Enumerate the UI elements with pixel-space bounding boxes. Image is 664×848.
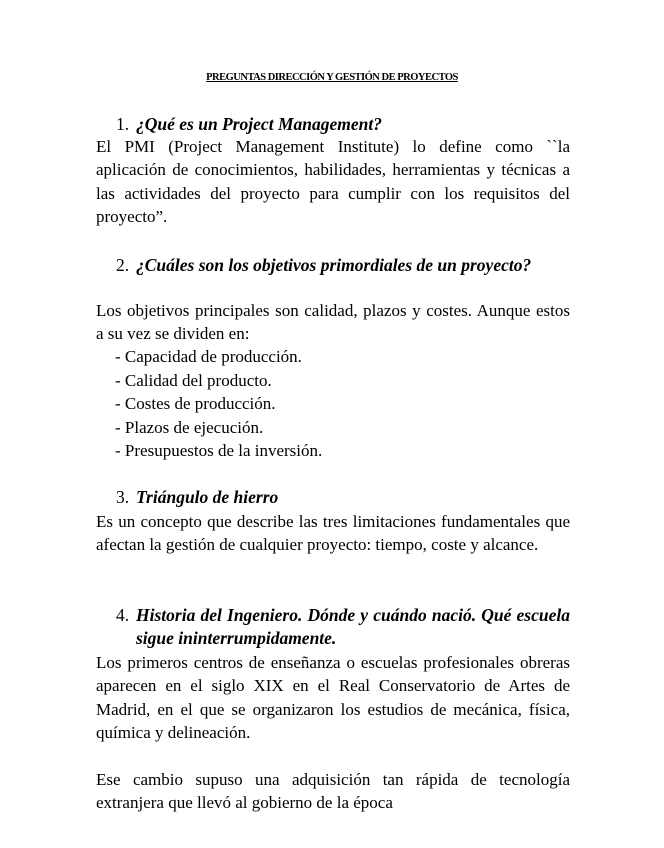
list-item: - Presupuestos de la inversión.	[115, 441, 323, 460]
section-1-title: ¿Qué es un Project Management?	[136, 114, 382, 134]
list-item: - Capacidad de producción.	[115, 347, 302, 366]
document-title: PREGUNTAS DIRECCIÓN Y GESTIÓN DE PROYECTOS	[206, 72, 458, 83]
section-4-paragraph-2: Ese cambio supuso una adquisición tan rápida de tecnología extranjera que llevó al gobierno de la época	[96, 770, 570, 813]
section-3-title: Triángulo de hierro	[136, 487, 279, 507]
section-3-number: 3.	[116, 487, 130, 507]
section-3-paragraph: Es un concepto que describe las tres limitaciones fundamentales que afectan la gestión de cualquier proyecto: tiempo, coste y alcance.	[96, 512, 570, 555]
section-1-heading	[116, 113, 570, 136]
list-item: - Plazos de ejecución.	[115, 417, 264, 437]
section-4-heading	[116, 604, 570, 650]
section-3-heading	[116, 486, 570, 509]
section-2-paragraph: Los objetivos principales son calidad, plazos y costes. Aunque estos a su vez se dividen en:	[96, 301, 570, 344]
list-item: - Costes de producción.	[115, 394, 276, 413]
section-1-number: 1.	[116, 114, 130, 134]
section-2-bullet-list	[115, 345, 555, 463]
section-2-number: 2.	[116, 255, 130, 275]
section-4-paragraph-1: Los primeros centros de enseñanza o escuelas profesionales obreras aparecen en el siglo XIX en el Real Conservatorio de Artes de Madrid, en el que se organizaron los estudios de mecánica, física, química y delineación.	[96, 653, 570, 743]
section-2-heading	[116, 254, 570, 277]
section-4-number: 4.	[116, 605, 130, 625]
section-2-title: ¿Cuáles son los objetivos primordiales de un proyecto?	[136, 255, 532, 275]
section-1-paragraph: El PMI (Project Management Institute) lo define como ``la aplicación de conocimientos, habilidades, herramientas y técnicas a las actividades del proyecto para cumplir con los requisitos del proyecto”.	[96, 137, 570, 227]
list-item: - Calidad del producto.	[115, 370, 272, 390]
section-4-title: Historia del Ingeniero. Dónde y cuándo nació. Qué escuela sigue ininterrumpidamente.	[136, 605, 570, 648]
